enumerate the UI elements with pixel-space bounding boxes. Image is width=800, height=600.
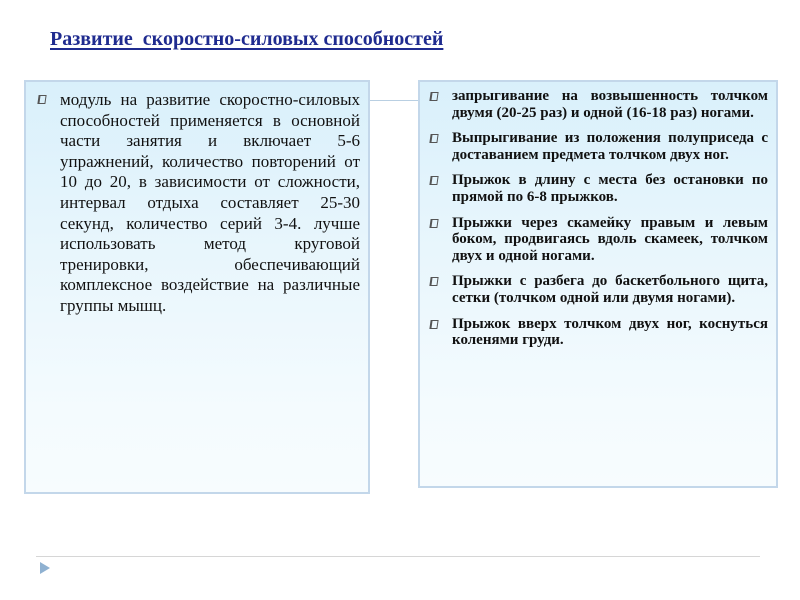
right-panel: [418, 80, 778, 488]
square-bullet-icon: [429, 176, 438, 185]
list-item: [430, 88, 768, 121]
list-item: [430, 273, 768, 306]
square-bullet-icon: [429, 92, 438, 101]
bullet-text: Прыжок вверх толчком двух ног, коснуться коленями груди.: [452, 315, 768, 349]
square-bullet-icon: [429, 219, 438, 228]
slide-title: Развитие скоростно-силовых способностей: [50, 28, 444, 50]
square-bullet-icon: [429, 320, 438, 329]
list-item: [38, 90, 360, 317]
bullet-text: Прыжки с разбега до баскетбольного щита, сетки (толчком одной или двумя ногами).: [452, 273, 768, 306]
right-bullet-list: [420, 82, 776, 349]
bullet-text: Прыжки через скамейку правым и левым боком, продвигаясь вдоль скамеек, толчком двух и одной ногами.: [452, 214, 768, 264]
left-bullet-list: [26, 82, 368, 317]
bullet-text: запрыгивание на возвышенность толчком двумя (20-25 раз) и одной (16-18 раз) ногами.: [452, 88, 768, 121]
next-slide-arrow-icon[interactable]: [40, 562, 50, 574]
bullet-text: модуль на развитие скоростно-силовых способностей применяется в основной части занятия и включает 5-6 упражнений, количество повторений от 10 до 20, в зависимости от сложности, интервал отдыха составляет 25-30 секунд, количество серий 3-4. лучше использовать метод круговой тренировки, обеспечивающий комплексное воздействие на различные группы мышц.: [60, 90, 360, 315]
panel-connector-line: [370, 100, 418, 101]
bullet-text: Выпрыгивание из положения полуприседа с доставанием предмета толчком двух ног.: [452, 130, 768, 163]
left-panel: [24, 80, 370, 494]
square-bullet-icon: [37, 95, 46, 104]
bullet-text: Прыжок в длину с места без остановки по прямой по 6-8 прыжков.: [452, 172, 768, 205]
list-item: [430, 316, 768, 349]
list-item: [430, 172, 768, 205]
footer-divider: [36, 556, 760, 557]
list-item: [430, 130, 768, 163]
list-item: [430, 215, 768, 265]
square-bullet-icon: [429, 134, 438, 143]
square-bullet-icon: [429, 277, 438, 286]
